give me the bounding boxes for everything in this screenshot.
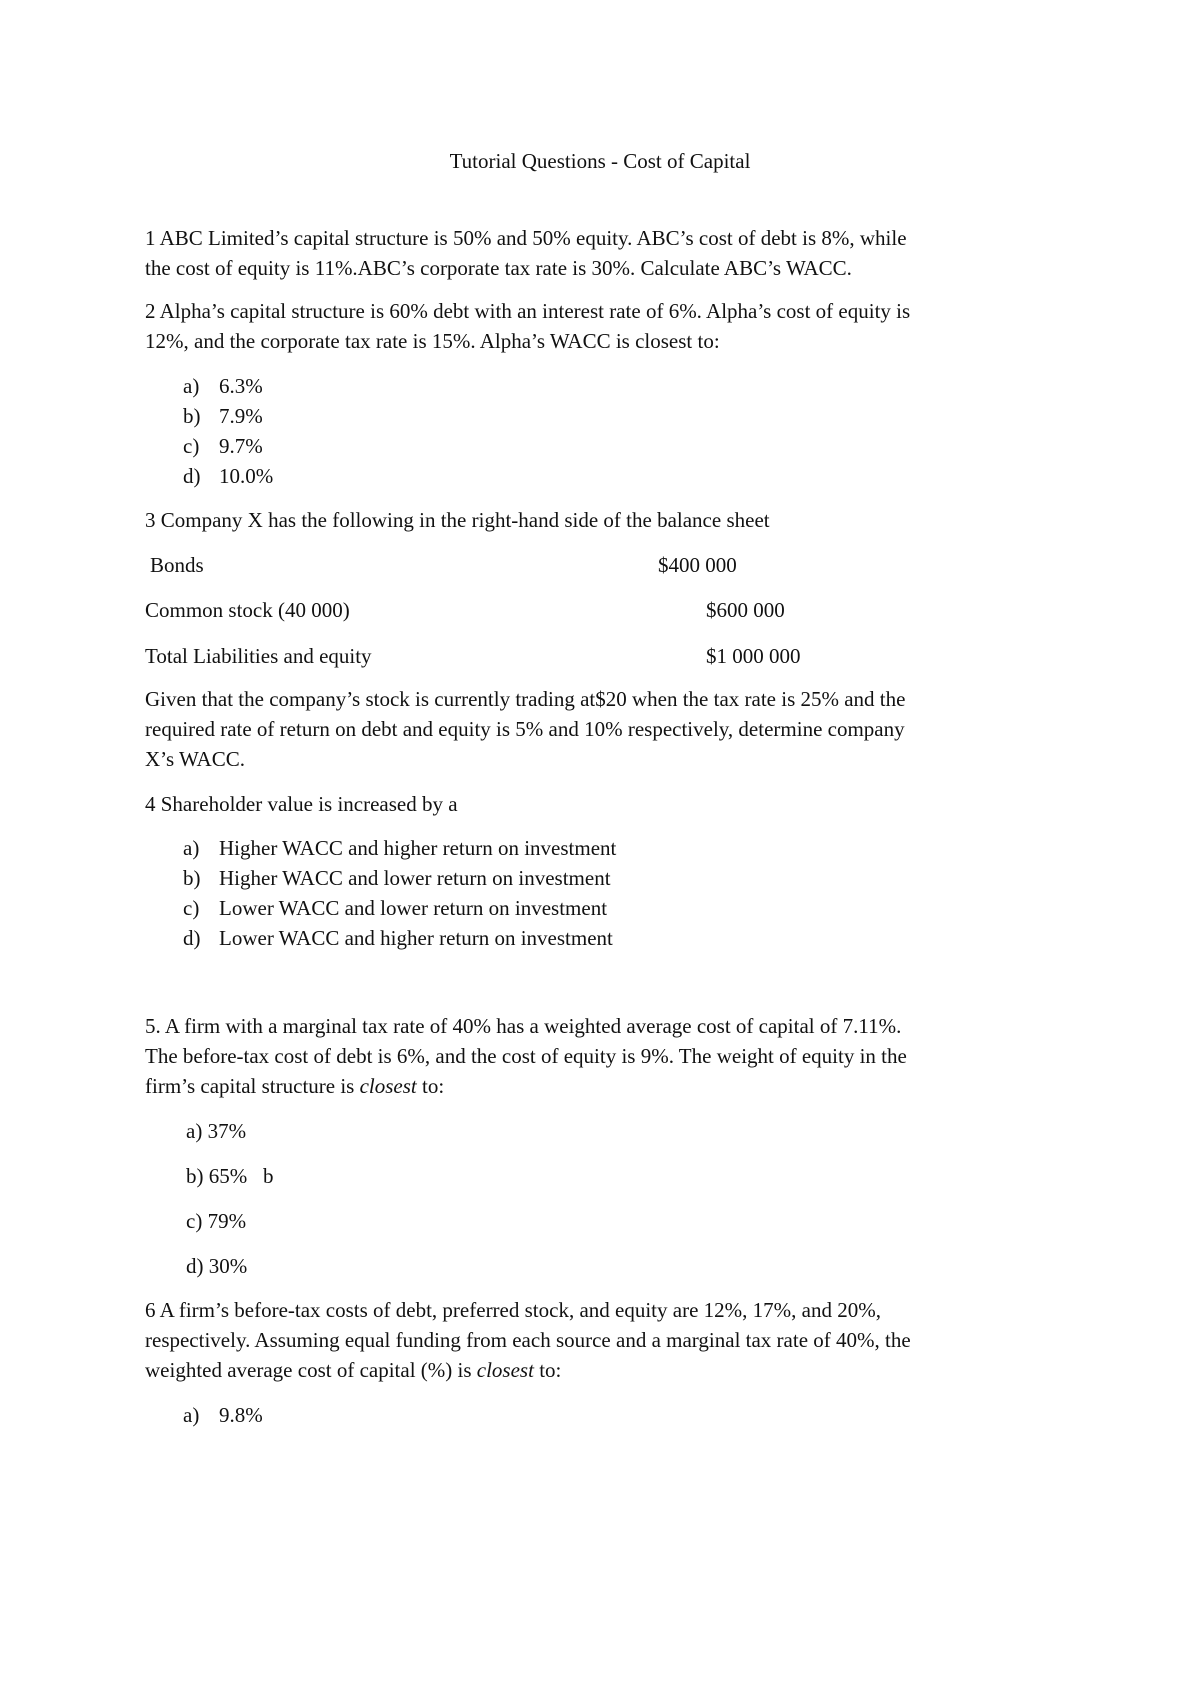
q5-line-1: 5. A firm with a marginal tax rate of 40% has a weighted average cost of capital of 7.11%.: [145, 1014, 902, 1038]
q5-line-3-pre: firm’s capital structure is: [145, 1074, 360, 1098]
balance-row-label: Common stock (40 000): [145, 598, 350, 622]
balance-row-label: Bonds: [150, 553, 204, 577]
q1-line-2: the cost of equity is 11%.ABC’s corporate tax rate is 30%. Calculate ABC’s WACC.: [145, 256, 852, 280]
q3-intro: 3 Company X has the following in the right-hand side of the balance sheet: [145, 508, 770, 532]
q1-line-1: 1 ABC Limited’s capital structure is 50% and 50% equity. ABC’s cost of debt is 8%, while: [145, 226, 907, 250]
q4-option-a: [183, 832, 616, 864]
option-label: d): [183, 926, 201, 950]
q5-line-3: [145, 1070, 1045, 1102]
q5-line-2: The before-tax cost of debt is 6%, and the cost of equity is 9%. The weight of equity in the: [145, 1044, 907, 1068]
q2-option-a: [183, 370, 263, 402]
q2-option-b: [183, 400, 263, 432]
q6-line-1: 6 A firm’s before-tax costs of debt, preferred stock, and equity are 12%, 17%, and 20%,: [145, 1298, 881, 1322]
option-label: c): [183, 434, 200, 458]
q5-option-c: c) 79%: [186, 1209, 247, 1233]
option-label: b): [183, 866, 201, 890]
balance-row-label: Total Liabilities and equity: [145, 644, 372, 668]
option-text: Higher WACC and higher return on investment: [219, 836, 617, 860]
q5-option-b: b) 65% b: [186, 1164, 274, 1188]
option-label: c): [183, 896, 200, 920]
q2-option-c: [183, 430, 263, 462]
q5-line-3-post: to:: [416, 1074, 445, 1098]
q4-option-c: [183, 892, 607, 924]
q3-line-1: Given that the company’s stock is currently trading at$20 when the tax rate is 25% and the: [145, 687, 906, 711]
q2-line-1: 2 Alpha’s capital structure is 60% debt with an interest rate of 6%. Alpha’s cost of equity is: [145, 299, 911, 323]
q3-line-2: required rate of return on debt and equity is 5% and 10% respectively, determine company: [145, 717, 905, 741]
balance-row-value: $1 000 000: [706, 644, 801, 668]
option-text: 9.8%: [219, 1403, 263, 1427]
option-text: 6.3%: [219, 374, 263, 398]
option-label: b): [183, 404, 201, 428]
q4-intro: 4 Shareholder value is increased by a: [145, 792, 458, 816]
q5-option-d: d) 30%: [186, 1254, 248, 1278]
option-label: a): [183, 1403, 200, 1427]
q5-line-3-emphasis: closest: [359, 1074, 417, 1098]
option-text: Lower WACC and higher return on investment: [219, 926, 613, 950]
q4-option-d: [183, 922, 613, 954]
q6-option-a: [183, 1399, 263, 1431]
option-label: a): [183, 836, 200, 860]
q5-option-a: a) 37%: [186, 1119, 247, 1143]
q6-line-3-post: to:: [533, 1358, 562, 1382]
option-text: 10.0%: [219, 464, 274, 488]
q4-option-b: [183, 862, 611, 894]
option-label: d): [183, 464, 201, 488]
q2-option-d: [183, 460, 273, 492]
q6-line-3-emphasis: closest: [476, 1358, 534, 1382]
q3-line-3: X’s WACC.: [145, 747, 245, 771]
document-title: Tutorial Questions - Cost of Capital: [449, 149, 751, 173]
option-label: a): [183, 374, 200, 398]
q6-line-3-pre: weighted average cost of capital (%) is: [145, 1358, 477, 1382]
balance-row-value: $400 000: [658, 553, 737, 577]
balance-row-value: $600 000: [706, 598, 785, 622]
q2-line-2: 12%, and the corporate tax rate is 15%. Alpha’s WACC is closest to:: [145, 329, 720, 353]
option-text: 9.7%: [219, 434, 263, 458]
option-text: Higher WACC and lower return on investment: [219, 866, 611, 890]
option-text: 7.9%: [219, 404, 263, 428]
q6-line-2: respectively. Assuming equal funding from each source and a marginal tax rate of 40%, the: [145, 1328, 911, 1352]
q6-line-3: [145, 1354, 1045, 1386]
option-text: Lower WACC and lower return on investment: [219, 896, 608, 920]
